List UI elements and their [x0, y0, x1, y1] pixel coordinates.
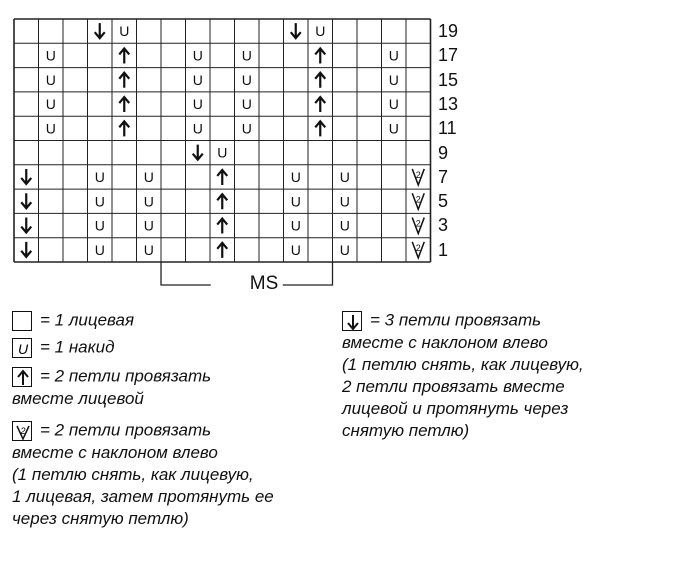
- svg-text:2: 2: [415, 194, 421, 205]
- svg-text:U: U: [241, 96, 252, 113]
- dec2-stitch: [217, 170, 227, 185]
- dec2-stitch: [119, 121, 129, 136]
- legend-ssk-line3: (1 петлю снять, как лицевую,: [12, 464, 254, 484]
- row-number: 3: [438, 215, 449, 236]
- yo-stitch: [291, 193, 301, 209]
- svg-text:U: U: [45, 120, 56, 137]
- yo-stitch: [193, 72, 203, 88]
- svg-text:U: U: [94, 217, 105, 234]
- svg-text:U: U: [143, 193, 154, 210]
- dec2-stitch: [119, 48, 129, 63]
- legend-ssk: [12, 419, 274, 530]
- row-number: 11: [438, 118, 457, 139]
- legend-ssk-line4: 1 лицевая, затем протянуть ее: [12, 486, 274, 506]
- yo-stitch: [193, 120, 203, 136]
- svg-text:U: U: [94, 241, 105, 258]
- ssk-stitch: [412, 242, 424, 258]
- yo-stitch: [95, 218, 105, 234]
- yo-stitch: [46, 96, 56, 112]
- svg-text:U: U: [217, 144, 228, 161]
- dec3-stitch: [21, 193, 31, 208]
- yo-stitch: [95, 193, 105, 209]
- dec3-stitch: [291, 23, 301, 38]
- yo-stitch: [193, 47, 203, 63]
- dec3-stitch: [21, 218, 31, 233]
- yo-stitch: [144, 242, 154, 258]
- ssk-icon: [12, 421, 32, 441]
- legend-dec3-line2: вместе с наклоном влево: [342, 332, 548, 352]
- legend-k2tog-line1: = 2 петли провязать: [40, 366, 212, 386]
- yo-stitch: [389, 120, 399, 136]
- svg-text:U: U: [241, 120, 252, 137]
- svg-text:U: U: [45, 47, 56, 64]
- svg-text:U: U: [339, 168, 350, 185]
- svg-text:U: U: [143, 168, 154, 185]
- svg-text:U: U: [94, 193, 105, 210]
- dec2-stitch: [217, 243, 227, 258]
- svg-text:U: U: [388, 96, 399, 113]
- svg-text:U: U: [339, 217, 350, 234]
- yarn-over-symbol: U: [17, 340, 29, 357]
- svg-text:2: 2: [415, 169, 421, 180]
- svg-text:U: U: [143, 241, 154, 258]
- svg-text:U: U: [315, 23, 326, 40]
- repeat-label: MS: [249, 273, 279, 294]
- svg-text:U: U: [94, 168, 105, 185]
- svg-text:U: U: [192, 96, 203, 113]
- svg-text:U: U: [388, 71, 399, 88]
- svg-text:U: U: [143, 217, 154, 234]
- svg-text:2: 2: [415, 218, 421, 229]
- up-arrow-icon: [12, 367, 32, 387]
- yo-stitch: [389, 96, 399, 112]
- empty-square-icon: [12, 311, 32, 331]
- ssk-symbol: 2: [20, 425, 26, 436]
- legend-dec3: [342, 309, 584, 442]
- legend-knit: [12, 309, 134, 332]
- row-number: 15: [438, 69, 459, 90]
- yo-stitch: [144, 193, 154, 209]
- legend-dec3-line6: снятую петлю): [342, 420, 470, 440]
- svg-text:U: U: [192, 71, 203, 88]
- legend-k2tog-line2: вместе лицевой: [12, 388, 144, 408]
- row-number: 9: [438, 142, 449, 163]
- yo-stitch: [46, 47, 56, 63]
- repeat-bracket-left: [161, 262, 211, 285]
- dec3-stitch: [21, 169, 31, 184]
- row-number: 7: [438, 166, 449, 187]
- svg-text:U: U: [290, 217, 301, 234]
- svg-text:U: U: [388, 47, 399, 64]
- dec2-stitch: [217, 219, 227, 234]
- dec2-stitch: [217, 194, 227, 209]
- yo-stitch: [291, 218, 301, 234]
- legend-k2tog: [12, 365, 211, 410]
- dec3-stitch: [21, 242, 31, 257]
- yo-stitch: [95, 242, 105, 258]
- legend-yarn-over-text: = 1 накид: [40, 337, 115, 357]
- row-number: 1: [438, 239, 449, 260]
- legend-ssk-line5: через снятую петлю): [12, 508, 189, 528]
- dec3-stitch: [95, 23, 105, 38]
- svg-text:U: U: [339, 241, 350, 258]
- ssk-stitch: [412, 193, 424, 209]
- yo-stitch: [242, 96, 252, 112]
- svg-text:U: U: [192, 47, 203, 64]
- dec2-stitch: [315, 97, 325, 112]
- down-arrow-icon: [342, 311, 362, 331]
- legend-dec3-line1: = 3 петли провязать: [370, 310, 542, 330]
- yo-stitch: [193, 96, 203, 112]
- legend-dec3-line4: 2 петли провязать вместе: [342, 376, 565, 396]
- yo-stitch: [242, 120, 252, 136]
- yo-stitch: [242, 72, 252, 88]
- legend-dec3-line5: лицевой и протянуть через: [342, 398, 569, 418]
- yo-stitch: [389, 47, 399, 63]
- row-number: 5: [438, 191, 449, 212]
- svg-text:2: 2: [415, 242, 421, 253]
- yo-stitch: [119, 23, 129, 39]
- svg-text:U: U: [241, 71, 252, 88]
- svg-text:U: U: [45, 96, 56, 113]
- yo-stitch: [340, 242, 350, 258]
- dec2-stitch: [315, 48, 325, 63]
- yo-stitch: [144, 218, 154, 234]
- legend-ssk-line1: = 2 петли провязать: [40, 420, 212, 440]
- svg-text:U: U: [290, 168, 301, 185]
- row-number: 19: [438, 21, 459, 41]
- yo-stitch: [217, 145, 227, 161]
- yo-stitch: [46, 72, 56, 88]
- svg-text:U: U: [119, 23, 130, 40]
- yo-stitch: [291, 242, 301, 258]
- yo-stitch: [340, 218, 350, 234]
- dec2-stitch: [315, 121, 325, 136]
- ssk-stitch: [412, 218, 424, 234]
- svg-text:U: U: [339, 193, 350, 210]
- yarn-over-icon: [12, 338, 32, 358]
- svg-text:U: U: [290, 241, 301, 258]
- svg-text:U: U: [45, 71, 56, 88]
- svg-text:U: U: [290, 193, 301, 210]
- yo-stitch: [340, 193, 350, 209]
- yo-stitch: [340, 169, 350, 185]
- yo-stitch: [46, 120, 56, 136]
- yo-stitch: [242, 47, 252, 63]
- dec2-stitch: [119, 97, 129, 112]
- legend-knit-text: = 1 лицевая: [40, 310, 135, 330]
- row-number: 13: [438, 93, 459, 114]
- yo-stitch: [389, 72, 399, 88]
- svg-text:U: U: [388, 120, 399, 137]
- svg-text:U: U: [192, 120, 203, 137]
- legend-ssk-line2: вместе с наклоном влево: [12, 442, 218, 462]
- dec2-stitch: [315, 73, 325, 88]
- legend-dec3-line3: (1 петлю снять, как лицевую,: [342, 354, 584, 374]
- row-number: 17: [438, 45, 459, 66]
- legend-yarn-over: [12, 336, 115, 359]
- dec2-stitch: [119, 73, 129, 88]
- yo-stitch: [144, 169, 154, 185]
- dec3-stitch: [193, 145, 203, 160]
- ssk-stitch: [412, 169, 424, 185]
- yo-stitch: [291, 169, 301, 185]
- yo-stitch: [95, 169, 105, 185]
- svg-text:U: U: [241, 47, 252, 64]
- yo-stitch: [315, 23, 325, 39]
